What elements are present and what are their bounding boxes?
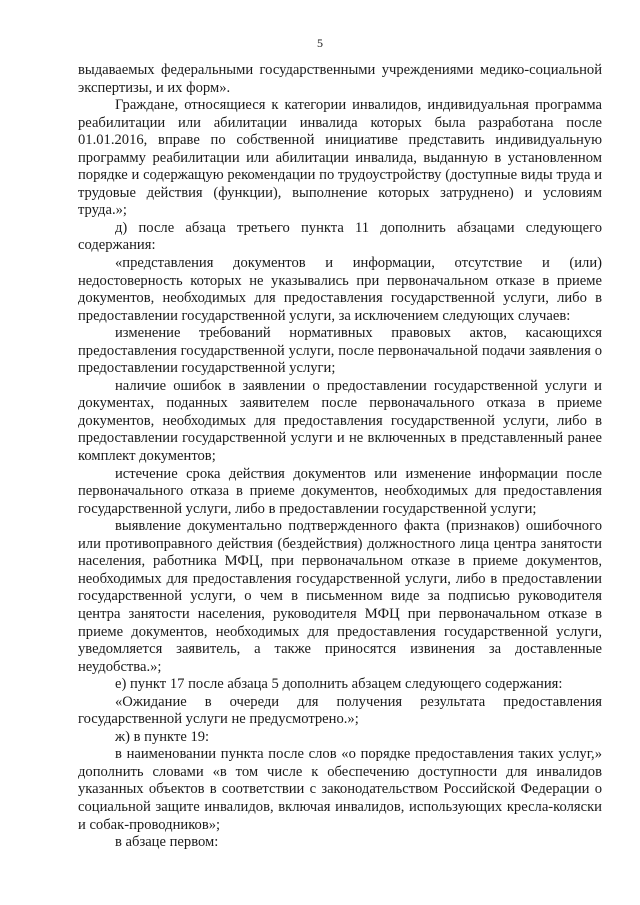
- paragraph: Граждане, относящиеся к категории инвалидов, индивидуальная программа реабилитации или абилитации инвалида которых была разработана после 01.01.2016, вправе по собственной инициативе представить индивидуальную программу реабилитации или абилитации инвалида, выданную в установленном порядке и содержащую рекомендации по трудоустройству (доступные виды труда и трудовые действия (функции), выполнение которых затруднено) и условиям труда.»;: [78, 97, 602, 219]
- paragraph: е) пункт 17 после абзаца 5 дополнить абзацем следующего содержания:: [115, 676, 563, 693]
- paragraph: выдаваемых федеральными государственными учреждениями медико-социальной экспертизы, и их форм».: [78, 62, 602, 96]
- paragraph: д) после абзаца третьего пункта 11 дополнить абзацами следующего содержания:: [78, 219, 602, 254]
- paragraph: наличие ошибок в заявлении о предоставлении государственной услуги и документах, поданных заявителем после первоначального отказа в приеме документов, необходимых для предоставления государственной услуги, либо в предоставлении государственной услуги и не включенных в представленный ранее комплект документов;: [78, 377, 602, 465]
- page-number: 5: [317, 36, 323, 50]
- paragraph: «представления документов и информации, отсутствие и (или) недостоверность которых не указывались при первоначальном отказе в приеме документов, необходимых для предоставления государственной услуги, либо в предоставлении государственной услуги, за исключением следующих случаев:: [78, 255, 602, 324]
- paragraph: изменение требований нормативных правовых актов, касающихся предоставления государственной услуги, после первоначальной подачи заявления о предоставлении государственной услуги;: [78, 325, 602, 377]
- paragraph: истечение срока действия документов или изменение информации после первоначального отказа в приеме документов, необходимых для предоставления государственной услуги, либо в предоставлении государственной услуги;: [78, 465, 602, 517]
- paragraph: в абзаце первом:: [115, 834, 219, 851]
- paragraph: «Ожидание в очереди для получения результата предоставления государственной услуги не предусмотрено.»;: [78, 693, 602, 728]
- paragraph: в наименовании пункта после слов «о порядке предоставления таких услуг,» дополнить словами «в том числе к обеспечению доступности для инвалидов указанных объектов в соответствии с законодательством Российской Федерации о социальной защите инвалидов, включая инвалидов, использующих кресла-коляски и собак-проводников»;: [78, 746, 602, 833]
- paragraph: выявление документально подтвержденного факта (признаков) ошибочного или противоправного действия (бездействия) должностного лица центра занятости населения, работника МФЦ, при первоначальном отказе в приеме документов, необходимых для предоставления государственной услуги, либо в предоставлении государственной услуги, о чем в письменном виде за подписью руководителя центра занятости населения, руководителя МФЦ при первоначальном отказе в приеме документов, необходимых для предоставления государственной услуги, уведомляется заявитель, а также приносятся извинения за доставленные неудобства.»;: [78, 518, 602, 675]
- paragraph: ж) в пункте 19:: [115, 728, 210, 745]
- document-body: [78, 62, 602, 852]
